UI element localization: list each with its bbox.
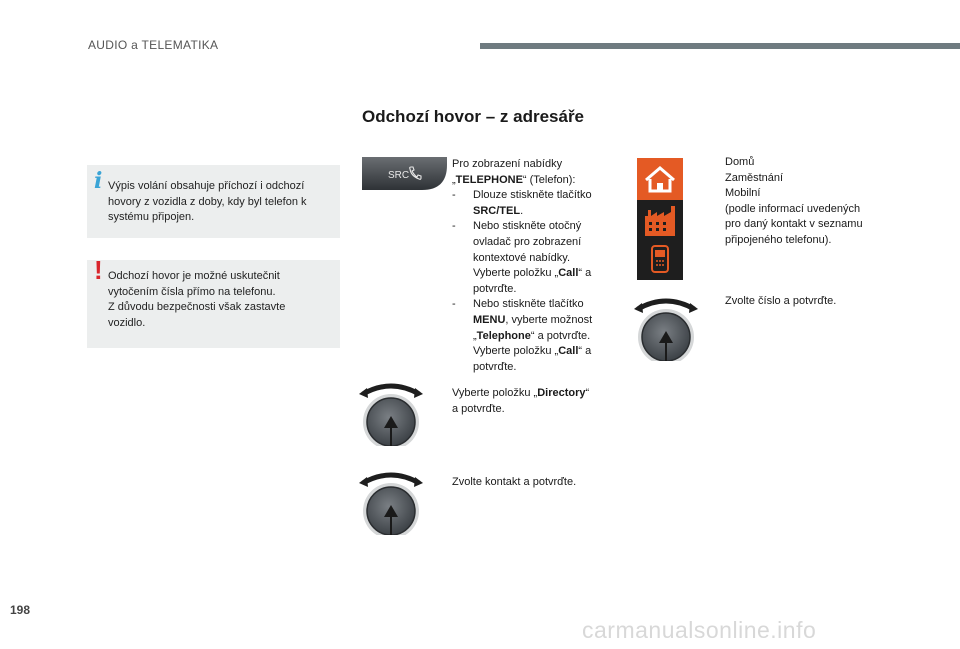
watermark: carmanualsonline.info	[582, 617, 817, 643]
info-line: systému připojen.	[108, 211, 195, 223]
step1-option-menu: - Nebo stiskněte tlačítko MENU, vyberte možnost „Telephone“ a potvrďte. Vyberte položku „Call“ a potvrďte.	[452, 298, 593, 373]
rotary-knob-icon	[634, 295, 698, 361]
rotary-knob-icon	[359, 469, 423, 535]
warning-line: Z důvodu bezpečnosti však zastavte	[108, 301, 286, 313]
page-title: Odchozí hovor – z adresáře	[362, 107, 585, 126]
step1-option-rotary: - Nebo stiskněte otočný ovladač pro zobrazení kontextové nabídky. Vyberte položku „Call“ a potvrďte.	[452, 220, 592, 295]
step1-intro: Pro zobrazení nabídky	[452, 158, 563, 170]
info-note	[87, 165, 340, 238]
warning-note	[87, 255, 340, 348]
step3-text: Zvolte kontakt a potvrďte.	[452, 476, 577, 488]
step4-text: Domů Zaměstnání Mobilní (podle informací uvedených pro daný kontakt v seznamu připojeného telefonu).	[725, 156, 863, 246]
warning-line: vozidlo.	[108, 316, 146, 329]
src-tel-button-illustration	[362, 157, 447, 190]
info-line: hovory z vozidla z doby, kdy byl telefon k	[108, 195, 307, 208]
header-bar	[480, 43, 960, 49]
info-line: Výpis volání obsahuje příchozí i odchozí	[108, 180, 305, 192]
contact-type-icons	[637, 158, 683, 280]
info-icon: i	[94, 168, 103, 194]
home-icon	[646, 168, 674, 191]
page-number: 198	[10, 603, 31, 617]
section-title: AUDIO a TELEMATIKA	[88, 38, 219, 52]
step1-intro-menu: „TELEPHONE“ (Telefon):	[452, 173, 576, 186]
rotary-knob-icon	[359, 380, 423, 446]
step1-text	[452, 157, 627, 375]
mobile-phone-icon	[652, 246, 668, 272]
step2-text: Vyberte položku „Directory“ a potvrďte.	[452, 387, 590, 415]
step1-option-long-press: - Dlouze stiskněte tlačítko SRC/TEL.	[452, 189, 592, 217]
warning-line: Odchozí hovor je možné uskutečnit	[108, 270, 280, 282]
exclamation-icon: !	[94, 255, 103, 285]
factory-icon	[645, 206, 675, 236]
src-label: SRC	[388, 170, 410, 181]
step5-text: Zvolte číslo a potvrďte.	[725, 295, 837, 307]
warning-line: vytočením čísla přímo na telefonu.	[108, 285, 276, 298]
